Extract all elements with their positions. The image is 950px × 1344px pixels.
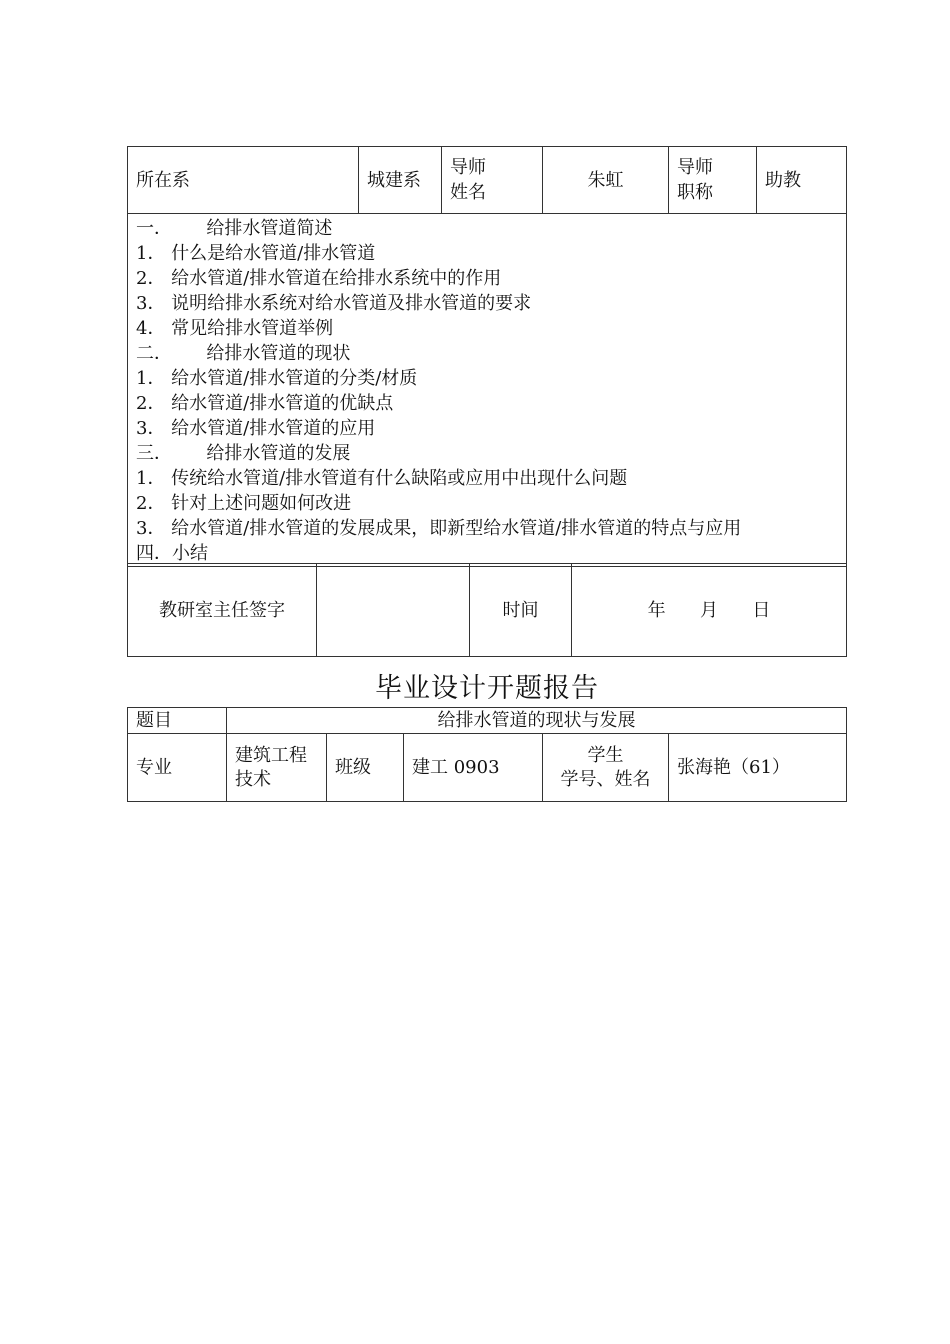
advisor-outline-table <box>127 146 847 567</box>
outline-cell <box>128 214 847 567</box>
director-signature-label: 教研室主任签字 <box>128 564 317 657</box>
outline-line: 3． 给水管道/排水管道的应用 <box>136 418 376 439</box>
outline-line: 2． 给水管道/排水管道的优缺点 <box>136 393 394 414</box>
student-label <box>543 734 669 802</box>
outline-line: 2． 给水管道/排水管道在给排水系统中的作用 <box>136 268 502 289</box>
report-title: 毕业设计开题报告 <box>375 673 599 704</box>
student-label-line2: 学号、姓名 <box>560 768 651 790</box>
date-field[interactable]: 年 月 日 <box>572 564 847 657</box>
class-label: 班级 <box>327 734 404 802</box>
advisor-title-label-line2: 职称 <box>677 182 713 203</box>
outline-line: 2． 针对上述问题如何改进 <box>136 493 352 514</box>
class-value: 建工 0903 <box>404 734 543 802</box>
signature-table <box>127 563 847 657</box>
student-label-line1: 学生 <box>587 744 624 766</box>
outline-line: 1． 给水管道/排水管道的分类/材质 <box>136 368 418 389</box>
time-label: 时间 <box>470 564 572 657</box>
advisor-title: 助教 <box>757 147 847 214</box>
signature-row <box>128 564 847 657</box>
advisor-name-label-line2: 姓名 <box>450 182 486 203</box>
advisor-title-label-line1: 导师 <box>677 157 713 178</box>
outline-line: 3． 说明给排水系统对给水管道及排水管道的要求 <box>136 293 532 314</box>
dept-label: 所在系 <box>128 147 359 214</box>
student-value: 张海艳（61） <box>669 734 847 802</box>
director-signature-field[interactable] <box>317 564 470 657</box>
outline-line: 一． 给排水管道简述 <box>136 218 333 239</box>
outline-line: 4． 常见给排水管道举例 <box>136 318 334 339</box>
major-value-line1: 建筑工程 <box>235 744 307 766</box>
topic-table <box>127 707 847 802</box>
advisor-name-label-line1: 导师 <box>450 157 486 178</box>
major-label: 专业 <box>128 734 227 802</box>
major-value <box>227 734 327 802</box>
outline-line: 四．小结 <box>136 543 208 564</box>
topic-row <box>128 708 847 734</box>
advisor-name: 朱虹 <box>543 147 669 214</box>
outline-line: 3． 给水管道/排水管道的发展成果，即新型给水管道/排水管道的特点与应用 <box>136 518 742 539</box>
outline-line: 二． 给排水管道的现状 <box>136 343 351 364</box>
topic-value: 给排水管道的现状与发展 <box>227 708 847 734</box>
student-row <box>128 734 847 802</box>
outline-line: 1． 什么是给水管道/排水管道 <box>136 243 376 264</box>
dept-value: 城建系 <box>359 147 442 214</box>
outline-line: 三． 给排水管道的发展 <box>136 443 351 464</box>
outline-line: 1． 传统给水管道/排水管道有什么缺陷或应用中出现什么问题 <box>136 468 628 489</box>
advisor-name-label <box>442 147 543 214</box>
outline-row <box>128 214 847 567</box>
major-value-line2: 技术 <box>235 768 271 790</box>
topic-label: 题目 <box>128 708 227 734</box>
advisor-row <box>128 147 847 214</box>
advisor-title-label <box>669 147 757 214</box>
